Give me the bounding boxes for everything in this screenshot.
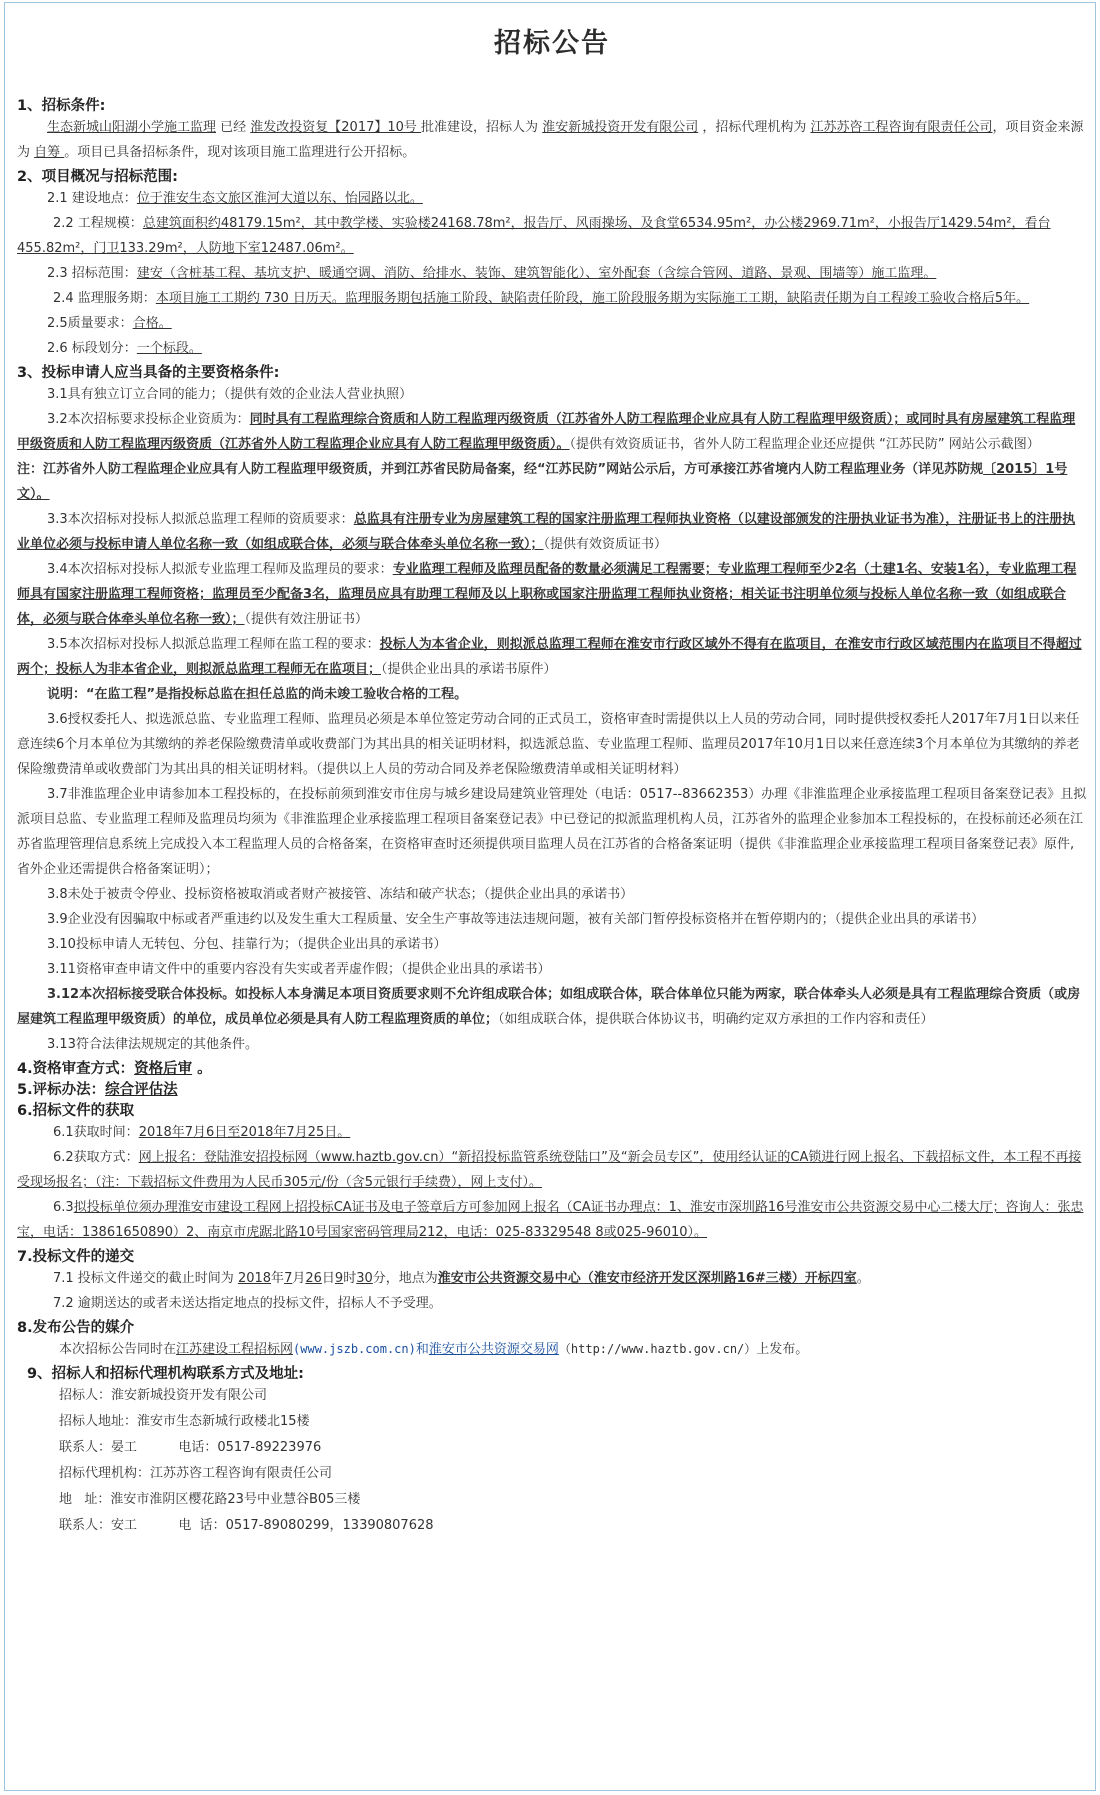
section-6-heading: 6.招标文件的获取 — [17, 1103, 135, 1119]
contact-tenderer-address: 招标人地址：淮安市生态新城行政楼北15楼 — [59, 1414, 310, 1429]
contact-agency-person: 联系人：安工 电 话：0517-89080299，13390807628 — [59, 1518, 434, 1533]
note-3-2: 注：江苏省外人防工程监理企业应具有人防工程监理甲级资质，并到江苏省民防局备案，经“江苏民防”网站公示后，方可承接江苏省境内人防工程监理业务（详见苏防规〔2015〕1号文）。 — [17, 462, 1068, 502]
contact-agency: 招标代理机构：江苏苏咨工程咨询有限责任公司 — [59, 1466, 333, 1481]
item-2-4: 2.4 监理服务期：本项目施工工期约 730 日历天。监理服务期包括施工阶段、缺陷责任阶段，施工阶段服务期为实际施工工期，缺陷责任期为自工程竣工验收合格后5年。 — [53, 291, 1030, 306]
section-1-text: 生态新城山阳湖小学施工监理 已经 淮发改投资复【2017】10号 批准建设，招标人为 淮安新城投资开发有限公司 ，招标代理机构为 江苏苏咨工程咨询有限责任公司，项目资金来源为 自筹 。项目已具备招标条件，现对该项目施工监理进行公开招标。 — [17, 120, 1084, 160]
item-7-1: 7.1 投标文件递交的截止时间为 2018年7月26日9时30分，地点为淮安市公共资源交易中心（淮安市经济开发区深圳路16#三楼）开标四室。 — [53, 1271, 870, 1286]
item-3-4: 3.4本次招标对投标人拟派专业监理工程师及监理员的要求：专业监理工程师及监理员配备的数量必须满足工程需要；专业监理工程师至少2名（土建1名、安装1名），专业监理工程师具有国家注册监理工程师资格；监理员至少配备3名，监理员应具有助理工程师及以上职称或国家注册监理工程师执业资格；相关证书注明单位须与投标人单位名称一致（如组成联合体，必须与联合体牵头单位名称一致）；（提供有效注册证书） — [17, 562, 1077, 627]
item-3-6: 3.6授权委托人、拟选派总监、专业监理工程师、监理员必须是本单位签定劳动合同的正式员工，资格审查时需提供以上人员的劳动合同，同时提供授权委托人2017年7月1日以来任意连续6个月本单位为其缴纳的养老保险缴费清单或收费部门为其出具的相关证明材料，拟选派总监、专业监理工程师、监理员2017年10月1日以来任意连续3个月本单位为其缴纳的养老保险缴费清单或收费部门为其出具的相关证明材料。（提供以上人员的劳动合同及养老保险缴费清单或相关证明材料） — [17, 712, 1080, 777]
section-5-heading: 5.评标办法：综合评估法 — [17, 1082, 178, 1098]
item-2-3: 2.3 招标范围：建安（含桩基工程、基坑支护、暖通空调、消防、给排水、装饰、建筑智能化）、室外配套（含综合管网、道路、景观、围墙等）施工监理。 — [47, 266, 937, 281]
haztb-link[interactable]: 淮安市公共资源交易网 — [428, 1342, 559, 1357]
contact-tenderer: 招标人：淮安新城投资开发有限公司 — [59, 1388, 268, 1403]
item-3-3: 3.3本次招标对投标人拟派总监理工程师的资质要求：总监具有注册专业为房屋建筑工程的国家注册监理工程师执业资格（以建设部颁发的注册执业证书为准），注册证书上的注册执业单位必须与投标申请人单位名称一致（如组成联合体，必须与联合体牵头单位名称一致）；（提供有效资质证书） — [17, 512, 1076, 552]
item-8-text: 本次招标公告同时在江苏建设工程招标网(www.jszb.com.cn)和淮安市公共资源交易网（http://www.haztb.gov.cn/）上发布。 — [59, 1342, 809, 1357]
item-3-1: 3.1具有独立订立合同的能力；（提供有效的企业法人营业执照） — [47, 387, 413, 402]
notice-page — [4, 2, 1096, 1791]
section-1-heading: 1、招标条件: — [17, 98, 106, 114]
item-3-8: 3.8未处于被责令停业、投标资格被取消或者财产被接管、冻结和破产状态；（提供企业出具的承诺书） — [47, 887, 634, 902]
item-3-2: 3.2本次招标要求投标企业资质为：同时具有工程监理综合资质和人防工程监理丙级资质（江苏省外人防工程监理企业应具有人防工程监理甲级资质）；或同时具有房屋建筑工程监理甲级资质和人防工程监理丙级资质（江苏省外人防工程监理企业应具有人防工程监理甲级资质）。（提供有效资质证书，省外人防工程监理企业还应提供 “江苏民防” 网站公示截图） — [17, 412, 1076, 452]
section-4-heading: 4.资格审查方式：资格后审 。 — [17, 1061, 212, 1077]
item-7-2: 7.2 逾期送达的或者未送达指定地点的投标文件，招标人不予受理。 — [53, 1296, 442, 1311]
item-3-5: 3.5本次招标对投标人拟派总监理工程师在监工程的要求：投标人为本省企业，则拟派总监理工程师在淮安市行政区域外不得有在监项目，在淮安市行政区域范围内在监项目不得超过两个；投标人为非本省企业，则拟派总监理工程师无在监项目；（提供企业出具的承诺书原件） — [17, 637, 1082, 677]
item-2-1: 2.1 建设地点：位于淮安生态文旅区淮河大道以东、怡园路以北。 — [47, 191, 423, 206]
section-7-heading: 7.投标文件的递交 — [17, 1249, 135, 1265]
item-3-10: 3.10投标申请人无转包、分包、挂靠行为；（提供企业出具的承诺书） — [47, 937, 447, 952]
item-2-6: 2.6 标段划分：一个标段。 — [47, 341, 202, 356]
item-2-5: 2.5质量要求：合格。 — [47, 316, 172, 331]
section-9-heading: 9、招标人和招标代理机构联系方式及地址: — [27, 1366, 304, 1382]
jszb-link[interactable]: 江苏建设工程招标网 — [176, 1342, 294, 1357]
note-3-5: 说明：“在监工程”是指投标总监在担任总监的尚未竣工验收合格的工程。 — [47, 687, 468, 702]
contact-tenderer-person: 联系人：晏工 电话：0517-89223976 — [59, 1440, 322, 1455]
item-3-11: 3.11资格审查申请文件中的重要内容没有失实或者弄虚作假；（提供企业出具的承诺书） — [47, 962, 551, 977]
item-2-2: 2.2 工程规模：总建筑面积约48179.15m²，其中教学楼、实验楼24168.78m²，报告厅、风雨操场、及食堂6534.95m²，办公楼2969.71m²，小报告厅1429.54m²，看台455.82m²，门卫133.29m²，人防地下室12487.06m²。 — [17, 216, 1051, 256]
section-3-heading: 3、投标申请人应当具备的主要资格条件: — [17, 365, 280, 381]
item-3-12: 3.12本次招标接受联合体投标。如投标人本身满足本项目资质要求则不允许组成联合体；如组成联合体，联合体单位只能为两家，联合体牵头人必须是具有工程监理综合资质（或房屋建筑工程监理甲级资质）的单位，成员单位必须是具有人防工程监理资质的单位；（如组成联合体，提供联合体协议书，明确约定双方承担的工作内容和责任） — [17, 987, 1081, 1027]
item-6-2: 6.2获取方式：网上报名：登陆淮安招投标网（www.haztb.gov.cn）“新招投标监管系统登陆口”及“新会员专区”，使用经认证的CA锁进行网上报名、下载招标文件，本工程不再接受现场报名；（注：下载招标文件费用为人民币305元/份（含5元银行手续费），网上支付）。 — [17, 1150, 1082, 1190]
section-8-heading: 8.发布公告的媒介 — [17, 1320, 135, 1336]
contact-agency-address: 地 址：淮安市淮阴区樱花路23号中业慧谷B05三楼 — [59, 1492, 361, 1507]
item-6-3: 6.3拟投标单位须办理淮安市建设工程网上招投标CA证书及电子签章后方可参加网上报名（CA证书办理点：1、淮安市深圳路16号淮安市公共资源交易中心二楼大厅；咨询人：张忠宝，电话：13861650890）2、南京市虎踞北路10号国家密码管理局212，电话：025-83329548 8或025-96010）。 — [17, 1200, 1084, 1240]
section-2-heading: 2、项目概况与招标范围: — [17, 169, 178, 185]
item-3-13: 3.13符合法律法规规定的其他条件。 — [47, 1037, 258, 1052]
item-6-1: 6.1获取时间：2018年7月6日至2018年7月25日。 — [53, 1125, 351, 1140]
page-title: 招标公告 — [494, 28, 610, 59]
item-3-9: 3.9企业没有因骗取中标或者严重违约以及发生重大工程质量、安全生产事故等违法违规问题，被有关部门暂停投标资格并在暂停期内的；（提供企业出具的承诺书） — [47, 912, 985, 927]
item-3-7: 3.7非淮监理企业申请参加本工程投标的，在投标前须到淮安市住房与城乡建设局建筑业管理处（电话：0517--83662353）办理《非淮监理企业承接监理工程项目备案登记表》且拟派项目总监、专业监理工程师及监理员均须为《非淮监理企业承接监理工程项目备案登记表》中已登记的拟派监理机构人员，江苏省外的监理企业参加本工程投标的，在投标前还必须在江苏省监理管理信息系统上完成投入本工程监理人员的合格备案，在资格审查时还须提供项目监理人员在江苏省的合格备案证明（提供《非淮监理企业承接监理工程项目备案登记表》原件,省外企业还需提供合格备案证明）； — [17, 787, 1087, 877]
